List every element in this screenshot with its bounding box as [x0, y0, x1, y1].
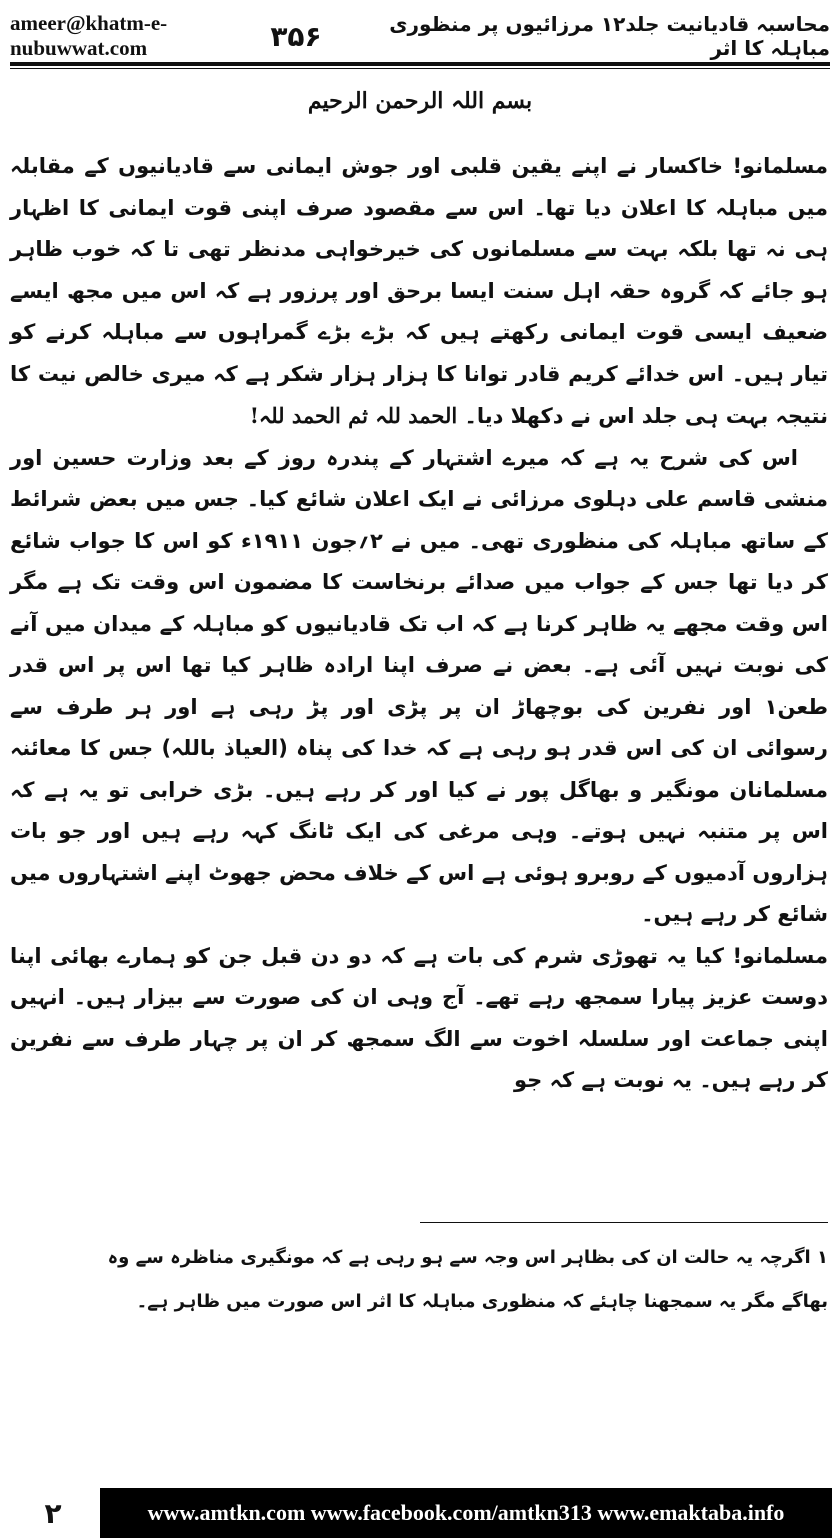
paragraph-2: اس کی شرح یہ ہے کہ میرے اشتہار کے پندرہ روز کے بعد وزارت حسین اور منشی قاسم علی دہلوی مرزائی نے ایک اعلان شائع کیا۔ جس میں بعض شرائط کے ساتھ مباہلہ کی منظوری تھی۔ میں نے ۲؍جون ۱۹۱۱ء کو اس کا جواب شائع کر دیا تھا جس کے جواب میں صدائے برنخاست کا مضمون اس وقت تک ہے مگر اس وقت مجھے یہ ظاہر کرنا ہے کہ اب تک قادیانیوں کو مباہلہ کے میدان میں آنے کی نوبت نہیں آئی ہے۔ بعض نے صرف اپنا ارادہ ظاہر کیا تھا اس پر اس قدر طعن۱ اور نفرین کی بوچھاڑ ان پر پڑی اور پڑ رہی ہے اور ہر طرف سے رسوائی ان کی اس قدر ہو رہی ہے کہ خدا کی پناہ (العیاذ باللہ) جس کا معائنہ مسلمانان مونگیر و بھاگل پور نے کیا اور کر رہے ہیں۔ بڑی خرابی تو یہ ہے کہ اس پر متنبہ نہیں ہوتے۔ وہی مرغی کی ایک ٹانگ کہہ رہے ہیں اور جو بات ہزاروں آدمیوں کے روبرو ہوئی ہے اس کے خلاف محض جھوٹ اپنے اشتہاروں میں شائع کر رہے ہیں۔: [10, 445, 829, 926]
page-footer: [0, 1486, 840, 1540]
header-rule: [10, 62, 830, 66]
page-number: ۳۵۶: [270, 19, 322, 53]
hamd-phrase: الحمد للہ ثم الحمد للہ!: [249, 403, 458, 428]
page-header: [10, 11, 830, 60]
body-text: [10, 146, 828, 1102]
footnote: ۱ اگرچہ یہ حالت ان کی بظاہر اس وجہ سے ہو رہی ہے کہ مونگیری مناظرہ سے وہ بھاگے مگر یہ سمجھنا چاہئے کہ منظوری مباہلہ کا اثر اس صورت میں ظاہر ہے۔: [107, 1247, 828, 1312]
footer-links[interactable]: www.amtkn.com www.facebook.com/amtkn313 www.emaktaba.info: [100, 1488, 832, 1538]
footnote-rule: [420, 1222, 828, 1223]
header-title-group: [270, 12, 830, 60]
header-email[interactable]: ameer@khatm-e-nubuwwat.com: [10, 11, 168, 60]
footer-page-label: ۲: [44, 1496, 62, 1530]
paragraph-1-text: مسلمانو! خاکسار نے اپنے یقین قلبی اور جوش ایمانی سے قادیانیوں کے مقابلہ میں مباہلہ کا اعلان دیا تھا۔ اس سے مقصود صرف اپنی قوت ایمانی کا اظہار ہی نہ تھا بلکہ بہت سے مسلمانوں کی خیرخواہی مدنظر تھی تا کہ خوب ظاہر ہو جائے کہ گروہ حقہ اہل سنت ایسا برحق اور پرزور ہے کہ اس میں مجھ ایسے ضعیف ایسی قوت ایمانی رکھتے ہیں کہ بڑے بڑے گمراہوں سے مباہلہ کرنے کو تیار ہیں۔ اس خدائے کریم قادر توانا کا ہزار ہزار شکر ہے کہ میری خالص نیت کا نتیجہ بہت ہی جلد اس نے دکھلا دیا۔: [10, 154, 828, 428]
book-title: محاسبہ قادیانیت جلد۱۲ مرزائیوں پر منظوری مباہلہ کا اثر: [389, 12, 830, 60]
paragraph-3: مسلمانو! کیا یہ تھوڑی شرم کی بات ہے کہ دو دن قبل جن کو ہمارے بھائی اپنا دوست عزیز پیارا سمجھ رہے تھے۔ آج وہی ان کی صورت سے بیزار ہیں۔ انہیں اپنی جماعت اور سلسلہ اخوت سے الگ سمجھ کر ان پر چہار طرف سے نفرین کر رہے ہیں۔ یہ نوبت ہے کہ جو: [10, 943, 828, 1092]
paragraph-1: [10, 146, 828, 438]
bismillah: بسم اللہ الرحمن الرحیم: [307, 88, 533, 114]
